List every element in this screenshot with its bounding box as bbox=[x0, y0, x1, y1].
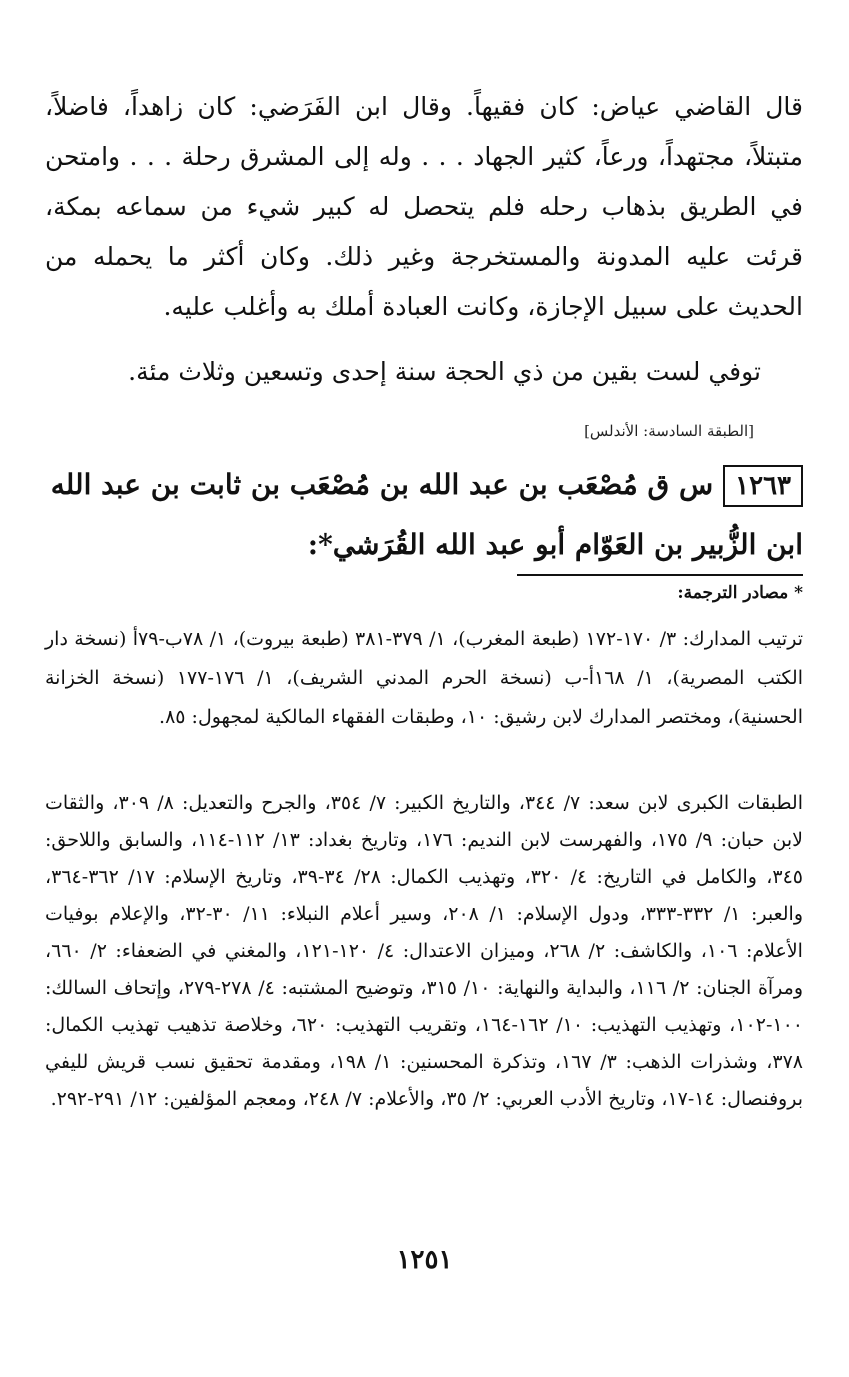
footnote-divider bbox=[517, 574, 803, 576]
entry-title: س ق مُصْعَب بن عبد الله بن مُصْعَب بن ثابت بن عبد الله ابن الزُّبير بن العَوّام أبو عبد الله القُرَشي*: bbox=[50, 468, 803, 561]
footnote-paragraph: ترتيب المدارك: ٣/ ١٧٠-١٧٢ (طبعة المغرب)، ١/ ٣٧٩-٣٨١ (طبعة بيروت)، ١/ ٧٨ب-٧٩أ (نسخة دار الكتب المصرية)، ١/ ١٦٨أ-ب (نسخة الحرم المدني الشريف)، ١/ ١٧٦-١٧٧ (نسخة الخزانة الحسنية)، ومختصر المدارك لابن رشيق: ١٠، وطبقات الفقهاء المالكية لمجهول: ٨٥. bbox=[45, 628, 803, 728]
footnote-paragraph: الطبقات الكبرى لابن سعد: ٧/ ٣٤٤، والتاريخ الكبير: ٧/ ٣٥٤، والجرح والتعديل: ٨/ ٣٠٩، والثقات لابن حبان: ٩/ ١٧٥، والفهرست لابن النديم: ١٧٦، وتاريخ بغداد: ١٣/ ١١٢-١١٤، والسابق واللاحق: ٣٤٥، والكامل في التاريخ: ٤/ ٣٢٠، وتهذيب الكمال: ٢٨/ ٣٤-٣٩، وتاريخ الإسلام: ١٧/ ٣٦٢-٣٦٤، والعبر: ١/ ٣٣٢-٣٣٣، ودول الإسلام: ١/ ٢٠٨، وسير أعلام النبلاء: ١١/ ٣٠-٣٢، والإعلام بوفيات الأعلام: ١٠٦، والكاشف: ٢/ ٢٦٨، وميزان الاعتدال: ٤/ ١٢٠-١٢١، والمغني في الضعفاء: ٢/ ٦٦٠، ومرآة الجنان: ٢/ ١١٦، والبداية والنهاية: ١٠/ ٣١٥، وتوضيح المشتبه: ٤/ ٢٧٨-٢٧٩، وإتحاف السالك: ١٠٠-١٠٢، وتهذيب التهذيب: ١٠/ ١٦٢-١٦٤، وتقريب التهذيب: ٦٢٠، وخلاصة تذهيب تهذيب الكمال: ٣٧٨، وشذرات الذهب: ٣/ ١٦٧، وتذكرة المحسنين: ١/ ١٩٨، ومقدمة تحقيق نسب قريش لليفي بروفنصال: ١٤-١٧، وتاريخ الأدب العربي: ٢/ ٣٥، والأعلام: ٧/ ٢٤٨، ومعجم المؤلفين: ١٢/ ٢٩١-٢٩٢. bbox=[45, 792, 804, 1110]
page-number: ١٢٥١ bbox=[396, 1245, 453, 1275]
footnote-title: * مصادر الترجمة: bbox=[677, 583, 803, 603]
footnote-sources-2 bbox=[45, 785, 803, 1118]
death-date-line: توفي لست بقين من ذي الحجة سنة إحدى وتسعين وثلاث مئة. bbox=[128, 357, 761, 386]
biography-body bbox=[45, 82, 803, 332]
footnote-sources-1 bbox=[45, 620, 803, 737]
entry-number-box: ١٢٦٣ bbox=[723, 465, 803, 507]
entry-heading bbox=[45, 455, 803, 575]
running-header: [الطبقة السادسة: الأندلس] bbox=[584, 422, 754, 440]
biography-paragraph: قال القاضي عياض: كان فقيهاً. وقال ابن الفَرَضي: كان زاهداً، فاضلاً، متبتلاً، مجتهداً، ورعاً، كثير الجهاد . . . وله إلى المشرق رحلة . . . وامتحن في الطريق بذهاب رحله فلم يتحصل له كبير شيء من سماعه بمكة، قرئت عليه المدونة والمستخرجة وغير ذلك. وكان أكثر ما يحمله من الحديث على سبيل الإجازة، وكانت العبادة أملك به وأغلب عليه. bbox=[45, 92, 803, 321]
